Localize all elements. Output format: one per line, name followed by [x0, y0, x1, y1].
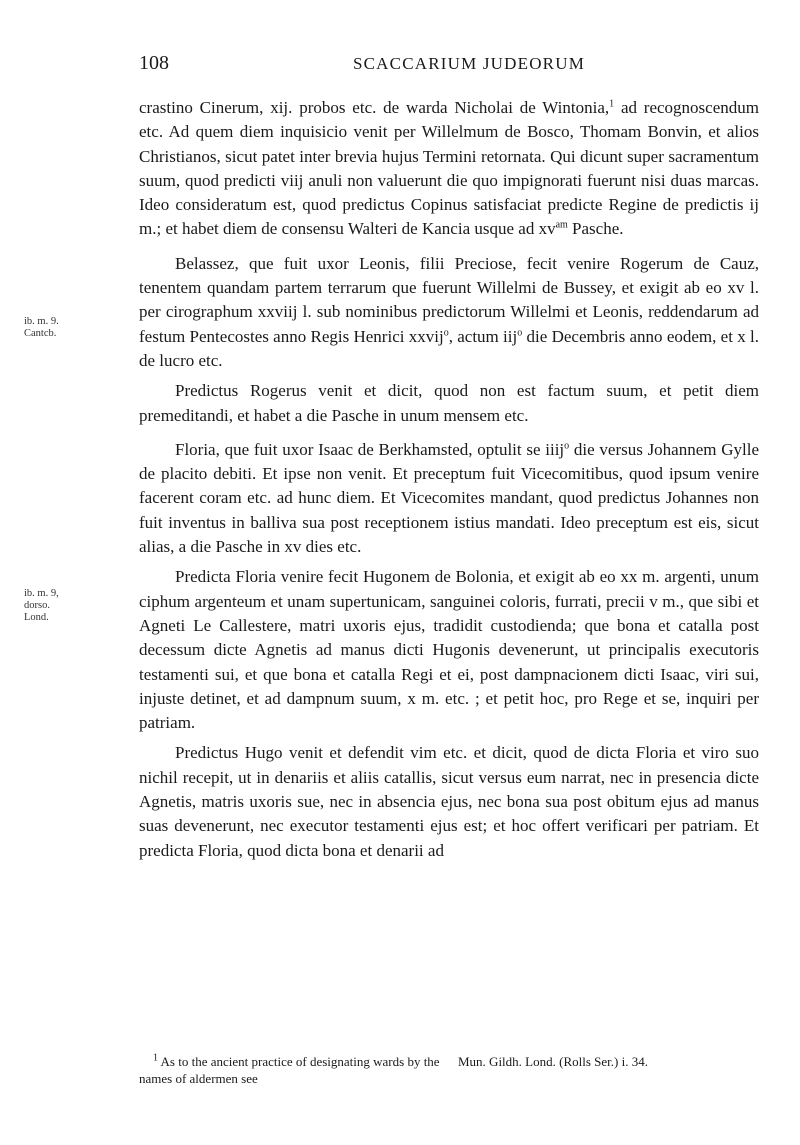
footnote-text: As to the ancient practice of designating wards by the names of aldermen see: [139, 1054, 440, 1086]
superscript: o: [443, 327, 449, 339]
body-text: [139, 96, 759, 873]
margin-note-2: [24, 588, 114, 624]
page-number: 108: [139, 52, 169, 74]
footnotes: [139, 1053, 759, 1087]
paragraph-4: [139, 438, 759, 559]
text-span: die versus Johannem Gylle de placito debiti. Et ipse non venit. Et preceptum fuit Vicecomitibus, quod ipsum venire facerent coram etc. ad hunc diem. Et Vicecomites mandant, quod predictus Johannes non fuit inventus in balliva sua post receptionem istius mandati. Ideo preceptum est eis, sicut alias, a die Pasche in xv dies etc.: [139, 439, 760, 557]
margin-note-line: Cantcb.: [24, 328, 57, 339]
page-header: [139, 52, 759, 82]
margin-note-1: [24, 316, 114, 340]
margin-note-line: dorso.: [24, 600, 50, 611]
text-span: crastino Cinerum, xij. probos etc. de warda Nicholai de Wintonia,: [139, 98, 610, 117]
margin-note-line: ib. m. 9,: [24, 588, 59, 599]
text-span: die Decembris anno eodem, et x l. de lucro etc.: [139, 326, 759, 370]
paragraph-1: [139, 96, 759, 242]
margin-note-line: Lond.: [24, 612, 49, 623]
text-span: Floria, que fuit uxor Isaac de Berkhamsted, optulit se iiij: [175, 439, 565, 459]
margin-note-line: ib. m. 9.: [24, 316, 59, 327]
footnote-ref: 1: [609, 98, 615, 110]
footnote-marker: 1: [153, 1052, 158, 1064]
paragraph-2: [139, 252, 759, 373]
footnote-col-2: Mun. Gildh. Lond. (Rolls Ser.) i. 34.: [458, 1054, 648, 1069]
text-span: ad recognoscendum etc. Ad quem diem inquisicio venit per Willelmum de Bosco, Thomam Bonvin, et alios Christianos, sicut patet inter brevia hujus Termini retornata. Qui dicunt super sacramentum suum, quod predicti viij anuli non valuerunt die quo impignorati fuerunt nisi duas marcas. Ideo consideratum est, quod predictus Copinus satisfaciat predicte Regine de predictis ij m.; et habet diem de consensu Walteri de Kancia usque ad xv: [139, 98, 759, 239]
footnote-col-1: [139, 1053, 440, 1087]
superscript: o: [517, 327, 523, 339]
paragraph-6: Predictus Hugo venit et defendit vim etc. et dicit, quod de dicta Floria et viro suo nichil recepit, ut in denariis et aliis catallis, sicut versus eum narrat, nec in presencia dicte Agnetis, matris uxoris sue, nec in absencia ejus, nec bona sua post obitum ejus ad manus suas devenerunt, nec executor testamenti ejus est; et hoc offert verificari per patriam. Et predicta Floria, quod dicta bona et denarii ad: [139, 743, 759, 860]
superscript: o: [564, 440, 570, 452]
text-span: Pasche.: [567, 219, 624, 239]
paragraph-5: Predicta Floria venire fecit Hugonem de Bolonia, et exigit ab eo xx m. argenti, unum ciphum argenteum et unam supertunicam, sanguinei coloris, furrati, precii v m., que sibi et Agneti Le Callestere, matri uxoris ejus, tradidit custodienda; que bona et catalla post decessum dicte Agnetis ad manus dicti Hugonis devenerunt, ut principalis executoris testamenti sui, et que bona et catalla Regi et ei, post dampnacionem dicti Isaac, viri sui, injuste detinet, et ad dampnum suum, x m. etc. ; et petit hoc, pro Rege et se, inquiri per patriam.: [139, 567, 759, 733]
text-span: , actum iij: [448, 326, 518, 346]
running-head: SCACCARIUM JUDEORUM: [352, 54, 586, 73]
text-span: Belassez, que fuit uxor Leonis, filii Preciose, fecit venire Rogerum de Cauz, tenentem quandam partem terrarum que fuerunt Willelmi de Bussey, et exigit ab eo xv l. per cirographum xxviij l. sub nominibus predictorum Willelmi et Leonis, reddendarum ad festum Pentecostes anno Regis Henrici xxvij: [139, 253, 759, 346]
paragraph-3: Predictus Rogerus venit et dicit, quod non est factum suum, et petit diem premeditandi, et habet a die Pasche in unum mensem etc.: [139, 381, 759, 425]
superscript: am: [555, 219, 568, 231]
